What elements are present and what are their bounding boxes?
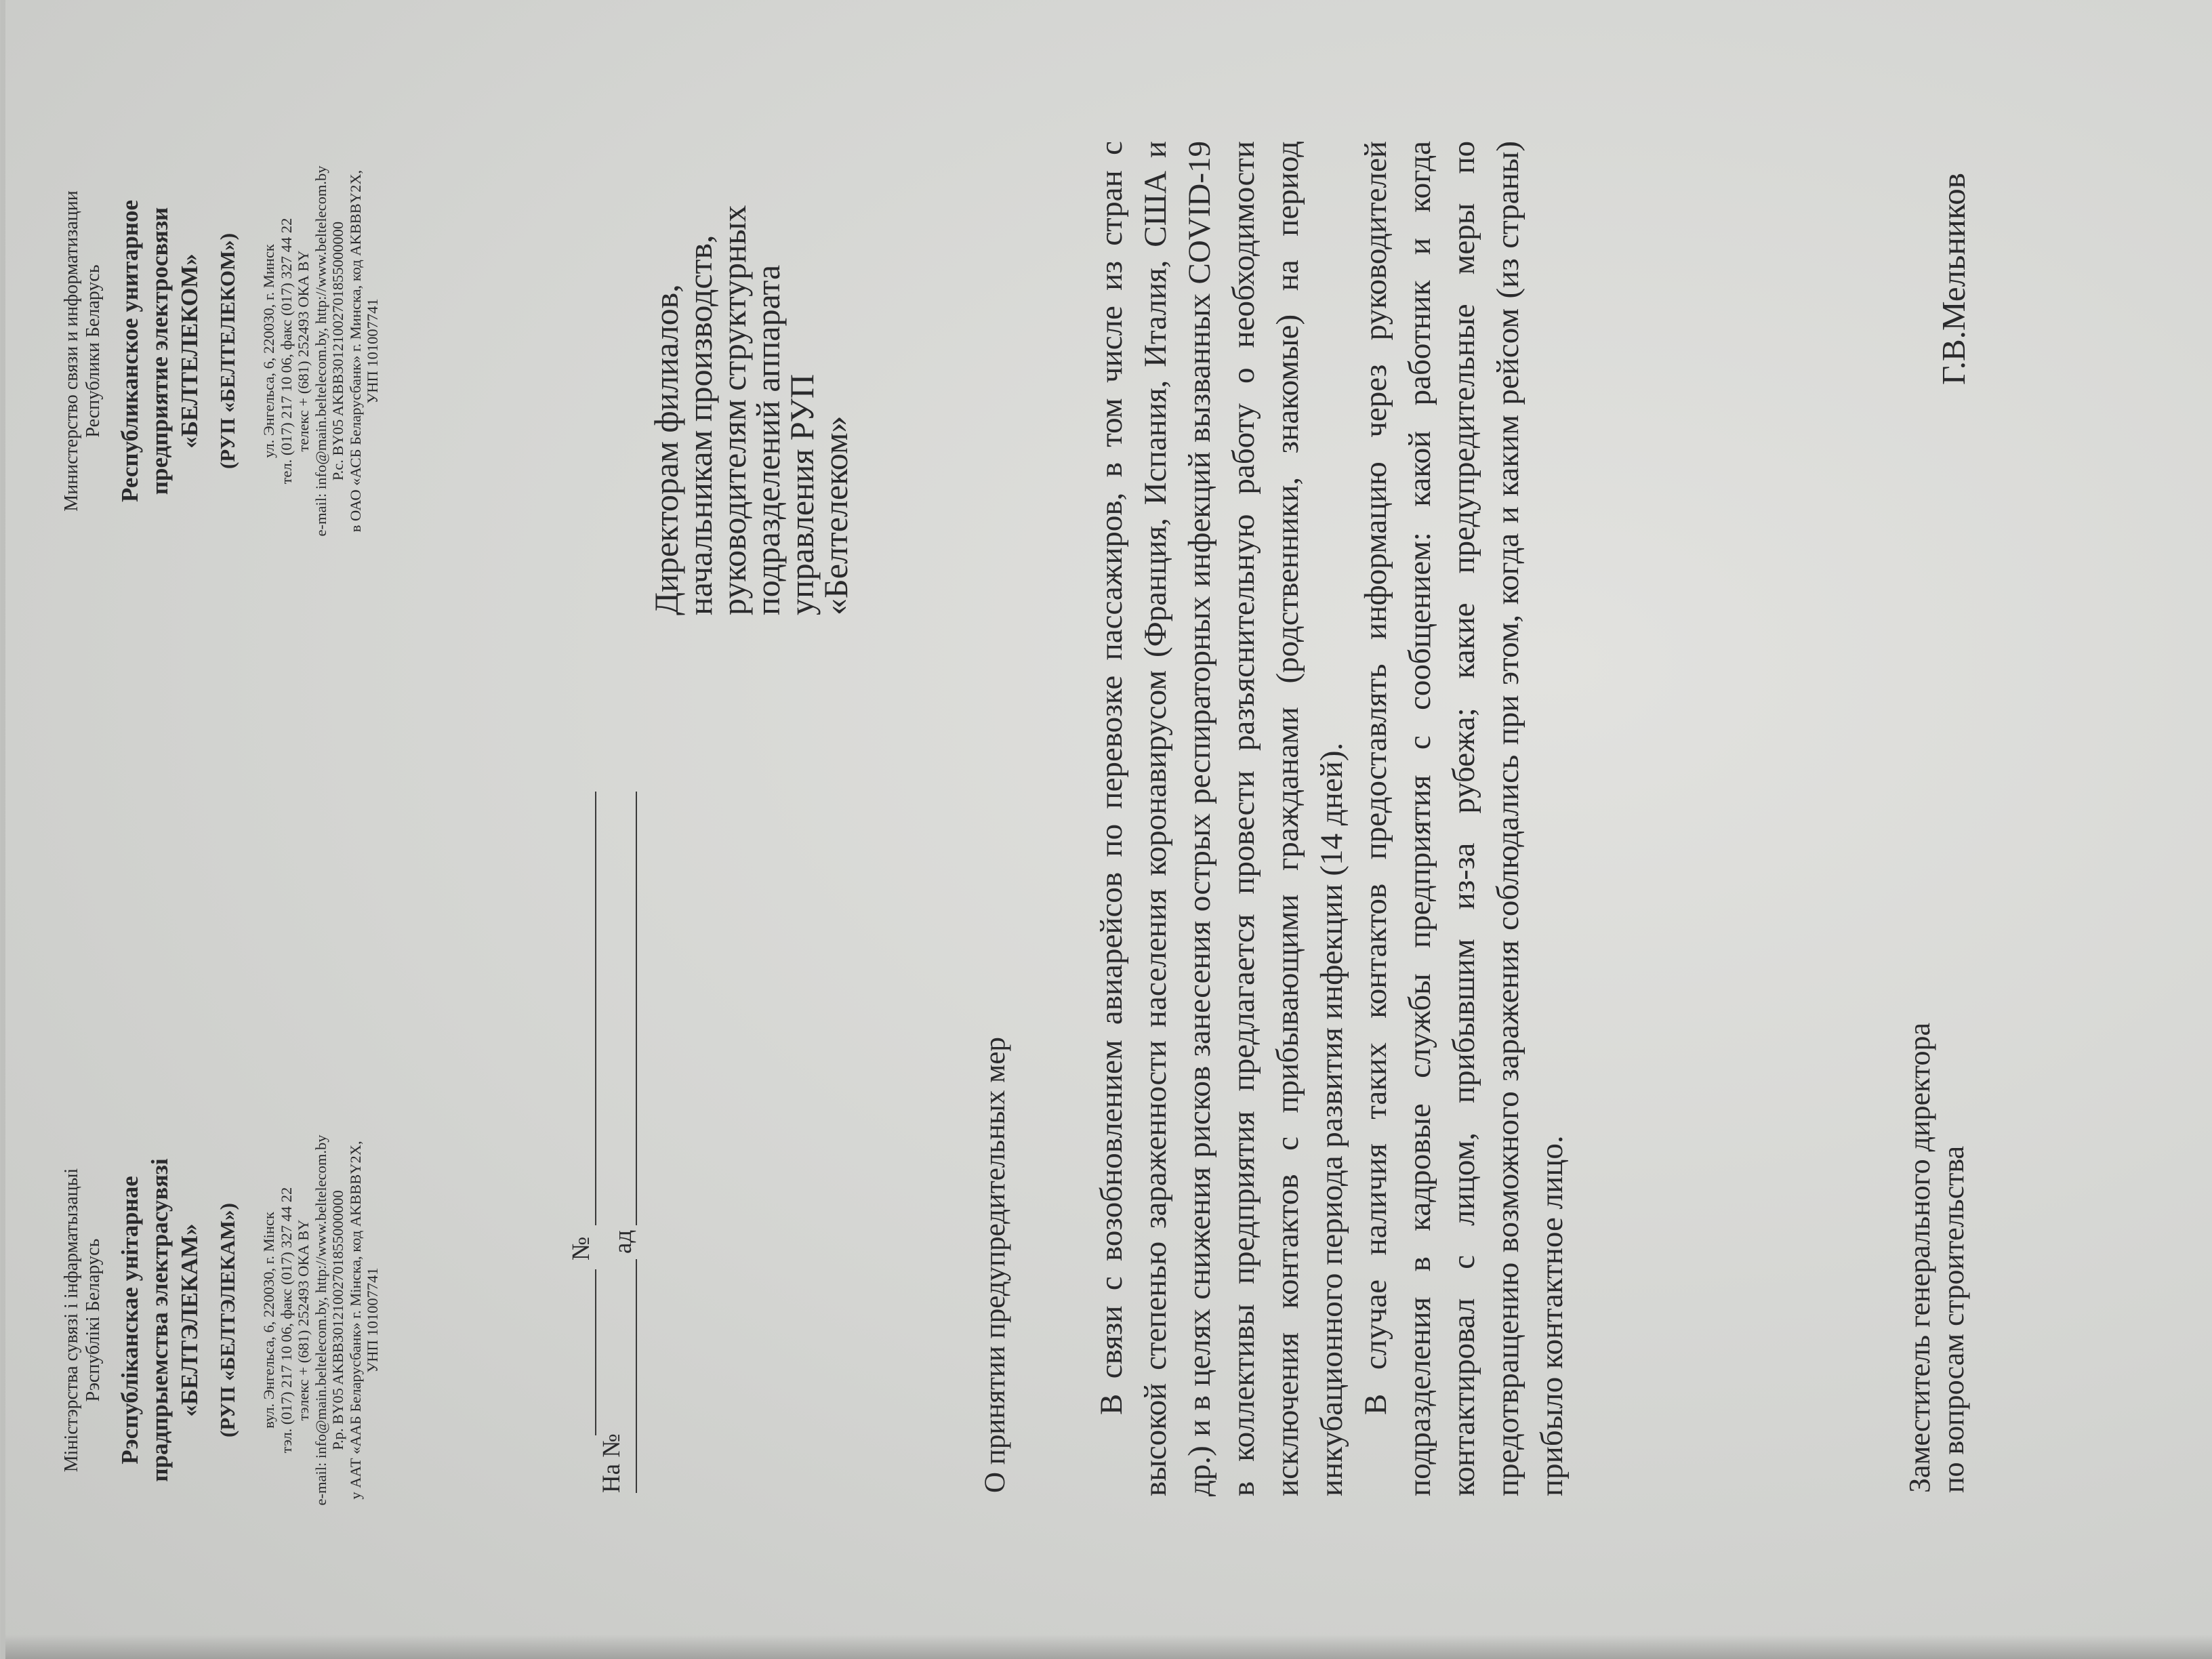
- letterhead-russian: [61, 107, 382, 595]
- letterhead-belarusian: [61, 1083, 382, 1557]
- address-block-ru: ул. Энгельса, 6, 220030, г. Минск тел. (017) 217 10 06, факс (017) 327 44 22 телекс + (681) 252493 ОКА BY e-mail: info@main.beltelecom.by, http://www.beltelecom.by Р.с. BY05 AKBB30121002701855000000 в ОАО «АСБ Беларусбанк» г. Минска, код AKBBBY2X, УНП 101007741: [260, 165, 381, 537]
- reg-date-line: [595, 1269, 596, 1435]
- letter-sheet: [5, 0, 2212, 1659]
- body-paragraph-2: В случае наличия таких контактов предоставлять информацию через руководителей подразделения в кадровые службы предприятия с сообщением: какой работник и когда контактировал с лицом, прибывшим из-за рубежа; какие предупредительные меры по предотвращению возможного заражения соблюдались при этом, когда и каким рейсом (из страны) прибыло контактное лицо.: [1358, 141, 1570, 1496]
- reply-from-line: [636, 792, 637, 1225]
- org-name-by: Рэспубліканскае унітарнае прадпрыемства электрасувязі «БЕЛТЭЛЕКАМ»: [117, 1158, 203, 1482]
- reply-number-line: [636, 1361, 637, 1435]
- body-paragraph-1: В связи с возобновлением авиарейсов по перевозке пассажиров, в том числе из стран с высокой степенью зараженности населения коронавирусом (Франция, Испания, Италия, США и др.) и в целях снижения рисков занесения острых респираторных инфекций вызванных COVID-19 в коллективы предприятия предлагается провести разъяснительную работу о необходимости исключения контактов с прибывающими гражданами (родственники, знакомые) на период инкубационного периода развития инфекции (14 дней).: [1094, 141, 1349, 1496]
- signature-name: Г.В.Мельников: [1935, 173, 1972, 385]
- address-block-by: вул. Энгельса, 6, 220030, г. Мінск тэл. (017) 217 10 06, факс (017) 327 44 22 тэлекс + (681) 252493 ОКА BY e-mail: info@main.beltelecom.by, http://www.beltelecom.by Р.р. BY05 AKBB30121002701855000000 у ААТ «ААБ Беларусбанк» г. Мінска, код AKBBBY2X, УНП 101007741: [260, 1134, 381, 1506]
- org-short-by: (РУП «БЕЛТЭЛЕКАМ»): [216, 1203, 239, 1437]
- photo-background: [5, 0, 2212, 1659]
- reply-label: На №: [598, 1433, 626, 1493]
- reg-number-label: №: [567, 1236, 595, 1261]
- reply-underline: [636, 1435, 637, 1493]
- reg-from-label: ад: [609, 1229, 637, 1254]
- org-name-ru: Республиканское унитарное предприятие электросвязи «БЕЛТЕЛЕКОМ»: [117, 200, 203, 502]
- recipient-block: Директорам филиалов, начальникам производств, руководителям структурных подразделений аппарата управления РУП «Белтелеком»: [647, 205, 855, 615]
- org-short-ru: (РУП «БЕЛТЕЛЕКОМ»): [216, 232, 239, 470]
- letter-body: [1090, 141, 1574, 1496]
- ministry-by: Міністэрства сувязі і інфарматызацыі Рэспублікі Беларусь: [61, 1168, 104, 1473]
- signature-position: Заместитель генерального директора по вопросам строительства: [1903, 1022, 1970, 1493]
- reply-date-line: [636, 1259, 637, 1361]
- subject-line: О принятии предупредительных мер: [979, 1037, 1011, 1493]
- ministry-ru: Министерство связи и информатизации Республики Беларусь: [61, 190, 104, 512]
- reg-number-line: [595, 792, 596, 1225]
